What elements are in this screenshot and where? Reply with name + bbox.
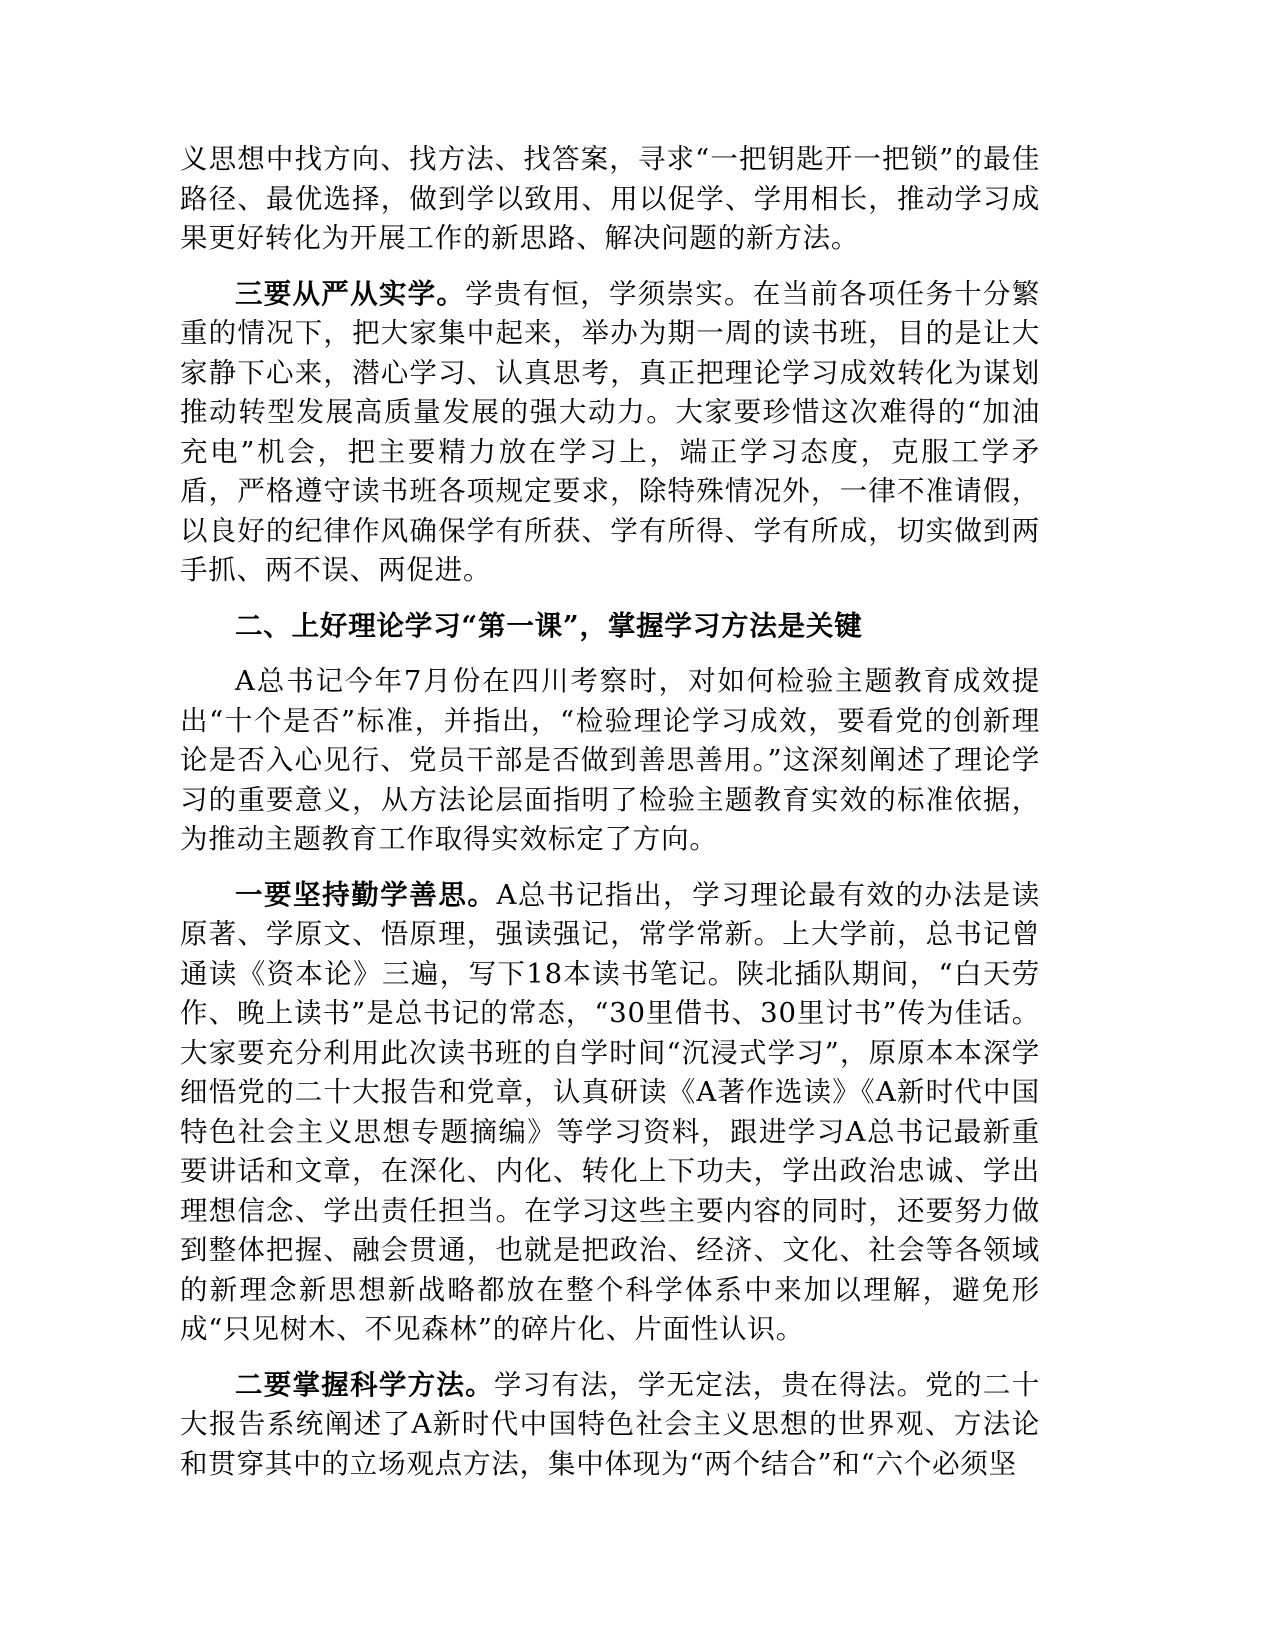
paragraph-text: A总书记今年7月份在四川考察时，对如何检验主题教育成效提出“十个是否”标准，并指出，“检验理论学习成效，要看党的创新理论是否入心见行、党员干部是否做到善思善用。”这深刻阐述了理论学习的重要意义，从方法论层面指明了检验主题教育实效的标准依据，为推动主题教育工作取得实效标定了方向。 (180, 665, 1040, 855)
paragraph-lead: 三要从严从实学。 (235, 277, 466, 310)
section-heading-text: 二、上好理论学习“第一课”，掌握学习方法是关键 (235, 609, 863, 642)
paragraph-intro (180, 662, 1040, 860)
paragraph-point-one (180, 876, 1040, 1350)
document-page (180, 140, 1040, 1500)
paragraph-text: 义思想中找方向、找方法、找答案，寻求“一把钥匙开一把锁”的最佳路径、最优选择，做到学以致用、用以促学、学用相长，推动学习成果更好转化为开展工作的新思路、解决问题的新方法。 (180, 143, 1040, 254)
paragraph-point-two (180, 1366, 1040, 1485)
paragraph-text: 学习有法，学无定法，贵在得法。党的二十大报告系统阐述了A新时代中国特色社会主义思想的世界观、方法论和贯穿其中的立场观点方法，集中体现为“两个结合”和“六个必须坚 (180, 1368, 1041, 1480)
paragraph-continuation (180, 140, 1040, 259)
paragraph-lead: 一要坚持勤学善思。 (235, 878, 497, 911)
section-heading (180, 607, 1040, 647)
paragraph-lead: 二要掌握科学方法。 (235, 1368, 494, 1401)
paragraph-point-three (180, 275, 1040, 591)
paragraph-text: A总书记指出，学习理论最有效的办法是读原著、学原文、悟原理，强读强记，常学常新。上大学前，总书记曾通读《资本论》三遍，写下18本读书笔记。陕北插队期间，“白天劳作、晚上读书”是总书记的常态，“30里借书、30里讨书”传为佳话。大家要充分利用此次读书班的自学时间“沉浸式学习”，原原本本深学细悟党的二十大报告和党章，认真研读《A著作选读》《A新时代中国特色社会主义思想专题摘编》等学习资料，跟进学习A总书记最新重要讲话和文章，在深化、内化、转化上下功夫，学出政治忠诚、学出理想信念、学出责任担当。在学习这些主要内容的同时，还要努力做到整体把握、融会贯通，也就是把政治、经济、文化、社会等各领域的新理念新思想新战略都放在整个科学体系中来加以理解，避免形成“只见树木、不见森林”的碎片化、片面性认识。 (180, 878, 1041, 1345)
paragraph-text: 学贵有恒，学须崇实。在当前各项任务十分繁重的情况下，把大家集中起来，举办为期一周的读书班，目的是让大家静下心来，潜心学习、认真思考，真正把理论学习成效转化为谋划推动转型发展高质量发展的强大动力。大家要珍惜这次难得的“加油充电”机会，把主要精力放在学习上，端正学习态度，克服工学矛盾，严格遵守读书班各项规定要求，除特殊情况外，一律不准请假，以良好的纪律作风确保学有所获、学有所得、学有所成，切实做到两手抓、两不误、两促进。 (180, 277, 1041, 586)
